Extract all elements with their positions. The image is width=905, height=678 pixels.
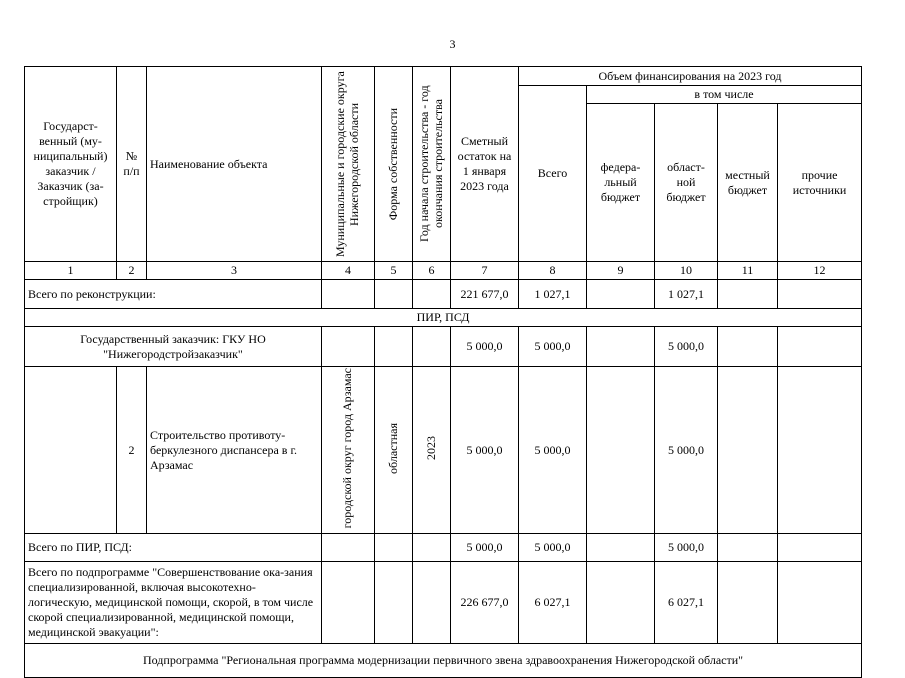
header-other: прочие источники <box>778 104 862 262</box>
header-estimate: Сметный остаток на 1 января 2023 года <box>451 67 519 262</box>
object-municipality-text: городской округ город Арзамас <box>340 368 355 529</box>
subprogram-total-estimate: 226 677,0 <box>451 562 519 644</box>
col-num-3: 3 <box>147 262 322 280</box>
reconstruction-total-total: 1 027,1 <box>519 280 587 309</box>
col-num-12: 12 <box>778 262 862 280</box>
table-row <box>25 534 862 562</box>
header-total: Всего <box>519 86 587 262</box>
reconstruction-total-regional: 1 027,1 <box>655 280 718 309</box>
table-row <box>25 644 862 678</box>
header-years-text: Год начала строительства - год окончания строительства <box>416 85 445 243</box>
object-ownership-text: областная <box>385 422 400 474</box>
object-years <box>413 367 451 534</box>
subprogram-total-regional: 6 027,1 <box>655 562 718 644</box>
col-num-8: 8 <box>519 262 587 280</box>
reconstruction-total-estimate: 221 677,0 <box>451 280 519 309</box>
header-municipality-text: Муниципальные и городские округа Нижегородской области <box>333 71 361 257</box>
header-object-name: Наименование объекта <box>147 67 322 262</box>
object-regional: 5 000,0 <box>655 367 718 534</box>
customer-label: Государственный заказчик: ГКУ НО "Нижегородстройзаказчик" <box>25 327 322 367</box>
object-num: 2 <box>117 367 147 534</box>
col-num-11: 11 <box>718 262 778 280</box>
pir-total-regional: 5 000,0 <box>655 534 718 562</box>
pir-total-estimate: 5 000,0 <box>451 534 519 562</box>
header-ownership-text: Форма собственности <box>385 107 400 221</box>
customer-total: 5 000,0 <box>519 327 587 367</box>
header-ownership <box>375 67 413 262</box>
object-ownership <box>375 367 413 534</box>
header-municipality <box>322 67 375 262</box>
col-num-4: 4 <box>322 262 375 280</box>
object-years-text: 2023 <box>423 436 438 461</box>
object-municipality <box>322 367 375 534</box>
header-regional: област-ной бюджет <box>655 104 718 262</box>
table-row <box>25 309 862 327</box>
object-total: 5 000,0 <box>519 367 587 534</box>
col-num-10: 10 <box>655 262 718 280</box>
subprogram-title: Подпрограмма "Региональная программа модернизации первичного звена здравоохранения Нижегородской области" <box>25 644 862 678</box>
subprogram-total-label: Всего по подпрограмме "Совершенствование ока-зания специализированной, включая высокотехно-логическую, медицинской помощи, скорой, в том числе скорой специализированной, медицинской помощи, медицинской эвакуации": <box>25 562 322 644</box>
reconstruction-total-label: Всего по реконструкции: <box>25 280 322 309</box>
header-num: № п/п <box>117 67 147 262</box>
pir-total-label: Всего по ПИР, ПСД: <box>25 534 322 562</box>
col-num-7: 7 <box>451 262 519 280</box>
object-estimate: 5 000,0 <box>451 367 519 534</box>
header-funding-title: Объем финансирования на 2023 год <box>519 67 862 86</box>
financing-table <box>24 66 862 678</box>
header-customer: Государст-венный (му-ниципальный) заказчик / Заказчик (за-стройщик) <box>25 67 117 262</box>
table-row <box>25 280 862 309</box>
customer-estimate: 5 000,0 <box>451 327 519 367</box>
col-num-9: 9 <box>587 262 655 280</box>
object-name: Строительство противоту-беркулезного диспансера в г. Арзамас <box>147 367 322 534</box>
table-row <box>25 562 862 644</box>
col-num-6: 6 <box>413 262 451 280</box>
table-row <box>25 327 862 367</box>
pir-total-total: 5 000,0 <box>519 534 587 562</box>
header-years <box>413 67 451 262</box>
subprogram-total-total: 6 027,1 <box>519 562 587 644</box>
header-including: в том числе <box>587 86 862 104</box>
col-num-2: 2 <box>117 262 147 280</box>
header-federal: федера-льный бюджет <box>587 104 655 262</box>
col-num-1: 1 <box>25 262 117 280</box>
page-number: 3 <box>449 37 456 51</box>
table-row <box>25 367 862 534</box>
col-num-5: 5 <box>375 262 413 280</box>
section-pir-title: ПИР, ПСД <box>25 309 862 327</box>
customer-regional: 5 000,0 <box>655 327 718 367</box>
header-local: местный бюджет <box>718 104 778 262</box>
